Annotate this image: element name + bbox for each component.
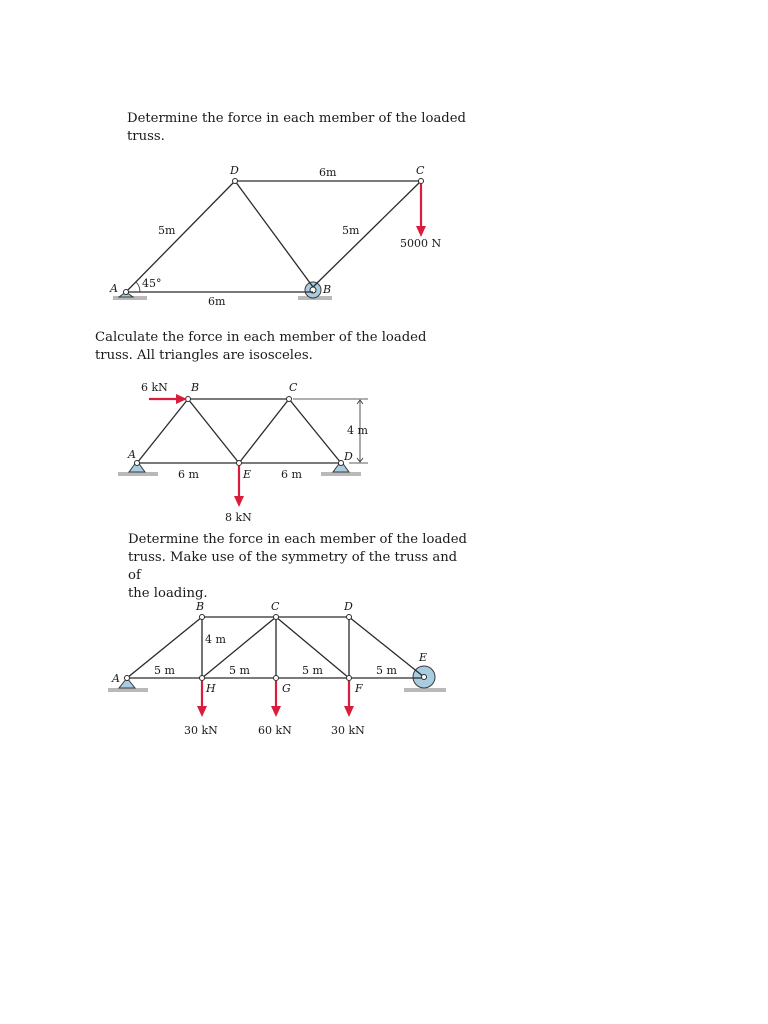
problem-3-statement: Determine the force in each member of the loaded truss. Make use of the symmetry of the truss and of the loading. bbox=[128, 532, 467, 601]
load-label-h: 30 kN bbox=[184, 724, 218, 737]
dimension-ab: 6m bbox=[208, 295, 226, 308]
truss-diagram-2 bbox=[0, 370, 768, 530]
joint-d bbox=[347, 615, 352, 620]
joint-c bbox=[419, 179, 424, 184]
joint-c bbox=[287, 397, 292, 402]
joint-label-a: A bbox=[112, 672, 120, 685]
joint-a bbox=[125, 676, 130, 681]
joint-label-c: C bbox=[416, 164, 425, 177]
member-ab bbox=[137, 399, 188, 463]
joint-a bbox=[135, 461, 140, 466]
dimension-height: 4 m bbox=[347, 424, 368, 437]
dimension-ed: 6 m bbox=[281, 468, 302, 481]
dimension-hg: 5 m bbox=[229, 664, 250, 677]
angle-arc bbox=[136, 282, 140, 292]
problem-2-statement: Calculate the force in each member of the loaded truss. All triangles are isosceles. bbox=[95, 330, 427, 363]
load-label-e: 8 kN bbox=[225, 511, 252, 524]
joint-label-c: C bbox=[289, 381, 298, 394]
load-label-b: 6 kN bbox=[141, 381, 168, 394]
dimension-dc: 6m bbox=[319, 166, 337, 179]
member-cb bbox=[313, 181, 421, 287]
joint-label-d: D bbox=[344, 600, 353, 613]
dimension-height: 4 m bbox=[205, 633, 226, 646]
joint-label-e: E bbox=[419, 651, 428, 664]
joint-label-b: B bbox=[191, 381, 200, 394]
joint-f bbox=[347, 676, 352, 681]
joint-label-g: G bbox=[282, 682, 291, 695]
load-arrowhead-e bbox=[234, 496, 244, 507]
joint-d bbox=[339, 461, 344, 466]
joint-c bbox=[274, 615, 279, 620]
load-arrowhead-g bbox=[271, 706, 281, 717]
load-label-c: 5000 N bbox=[400, 237, 442, 250]
joint-b bbox=[200, 615, 205, 620]
load-label-f: 30 kN bbox=[331, 724, 365, 737]
truss-diagram-1 bbox=[0, 0, 768, 330]
ground-a bbox=[118, 472, 158, 476]
joint-label-d: D bbox=[230, 164, 239, 177]
dimension-gf: 5 m bbox=[302, 664, 323, 677]
joint-label-a: A bbox=[110, 282, 118, 295]
member-cd bbox=[289, 399, 341, 463]
joint-label-d: D bbox=[344, 450, 353, 463]
problem-1-statement: Determine the force in each member of the loaded truss. bbox=[127, 111, 466, 144]
dimension-fe: 5 m bbox=[376, 664, 397, 677]
joint-label-b: B bbox=[196, 600, 205, 613]
joint-h bbox=[200, 676, 205, 681]
load-label-g: 60 kN bbox=[258, 724, 292, 737]
ground-e bbox=[404, 688, 446, 692]
joint-label-e: E bbox=[243, 468, 252, 481]
ground-a bbox=[108, 688, 148, 692]
joint-label-a: A bbox=[128, 448, 136, 461]
truss-diagram-3 bbox=[0, 590, 768, 750]
joint-d bbox=[233, 179, 238, 184]
member-ec bbox=[239, 399, 289, 463]
dimension-ae: 6 m bbox=[178, 468, 199, 481]
dimension-ad: 5m bbox=[158, 224, 176, 237]
joint-e bbox=[237, 461, 242, 466]
angle-label: 45° bbox=[142, 277, 162, 290]
ground-d bbox=[321, 472, 361, 476]
dimension-cb: 5m bbox=[342, 224, 360, 237]
member-ad bbox=[126, 181, 235, 292]
load-arrowhead-h bbox=[197, 706, 207, 717]
dimension-ah: 5 m bbox=[154, 664, 175, 677]
member-be bbox=[188, 399, 239, 463]
joint-a bbox=[124, 290, 129, 295]
joint-g bbox=[274, 676, 279, 681]
member-db bbox=[235, 181, 313, 287]
load-arrowhead-f bbox=[344, 706, 354, 717]
joint-e bbox=[422, 675, 427, 680]
load-arrowhead-c bbox=[416, 226, 426, 237]
joint-label-f: F bbox=[355, 682, 363, 695]
joint-label-c: C bbox=[271, 600, 280, 613]
joint-label-b: B bbox=[323, 283, 332, 296]
joint-label-h: H bbox=[206, 682, 216, 695]
